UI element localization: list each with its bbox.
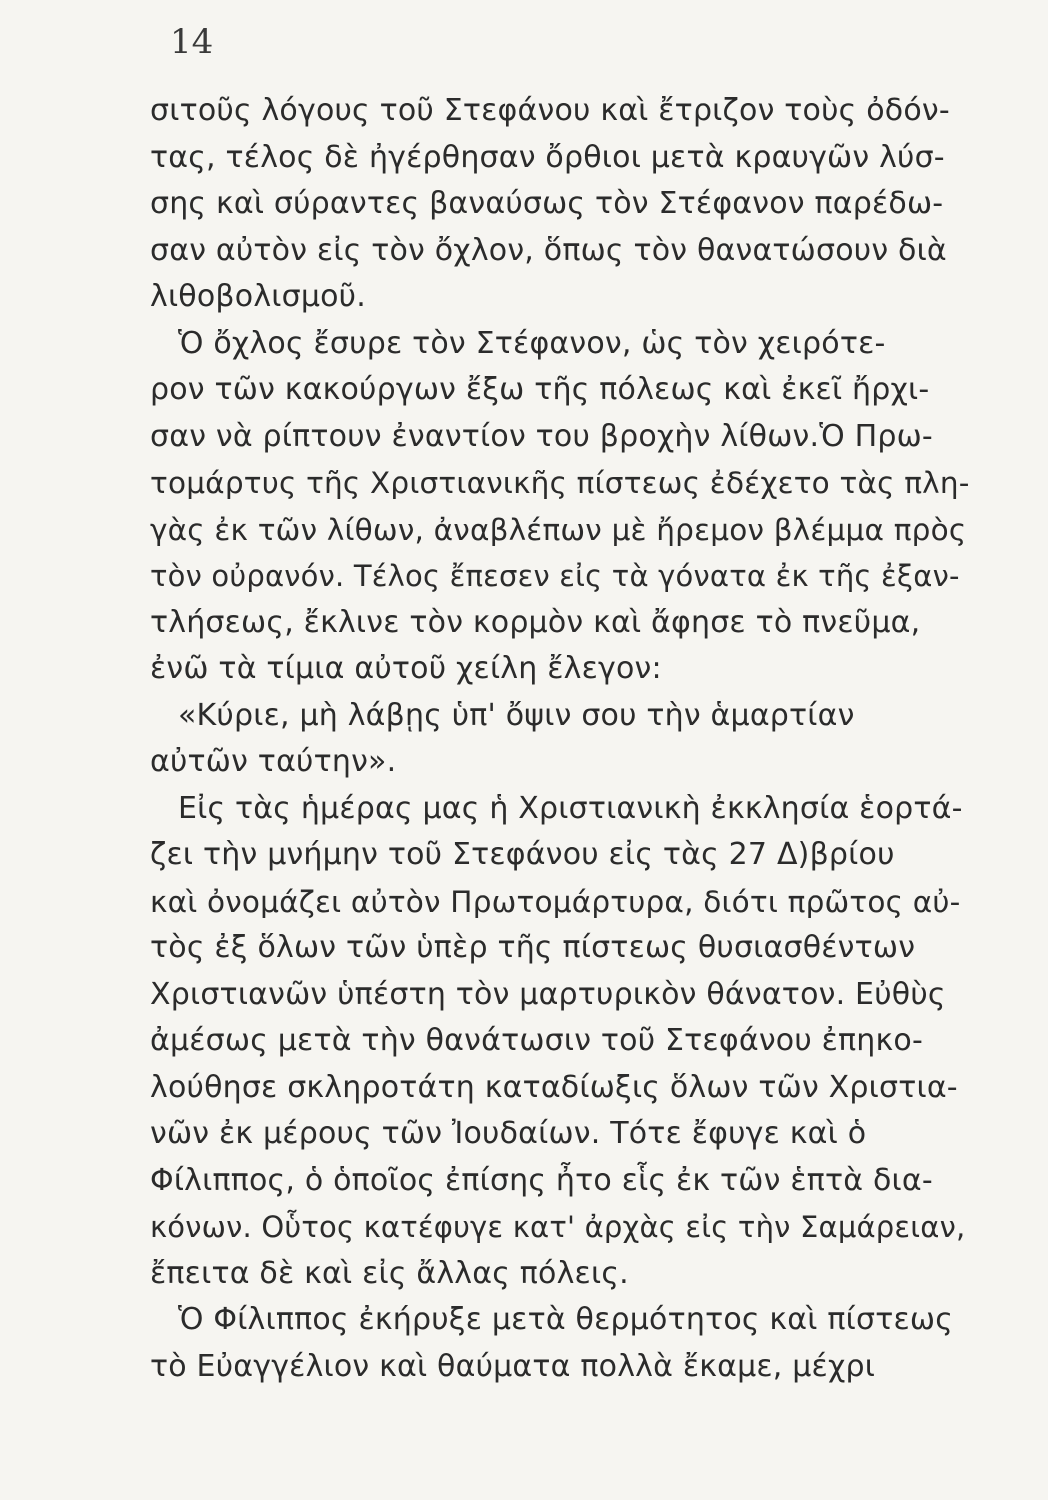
page-number: 14 (170, 22, 214, 62)
text-line: ἐνῶ τὰ τίμια αὐτοῦ χείλη ἔλεγον: (150, 651, 662, 686)
text-line: Ὁ Φίλιππος ἐκήρυξε μετὰ θερμότητος καὶ πίστεως (178, 1302, 954, 1337)
text-line: κόνων. Οὗτος κατέφυγε κατ' ἀρχὰς εἰς τὴν Σαμάρειαν, (150, 1210, 966, 1244)
body-text (150, 88, 970, 1390)
text-line: ζει τὴν μνήμην τοῦ Στεφάνου εἰς τὰς 27 Δ)βρίου (150, 837, 895, 872)
text-line: ἔπειτα δὲ καὶ εἰς ἄλλας πόλεις. (150, 1255, 629, 1291)
text-line: σαν νὰ ρίπτουν ἐναντίον του βροχὴν λίθων.Ὁ Πρω- (150, 418, 933, 454)
text-line: ρον τῶν κακούργων ἔξω τῆς πόλεως καὶ ἐκεῖ ἤρχι- (150, 372, 930, 407)
text-line: Εἰς τὰς ἡμέρας μας ἡ Χριστιανικὴ ἐκκλησία ἑορτά- (178, 790, 963, 826)
text-line: λιθοβολισμοῦ. (150, 279, 366, 314)
text-line: τὸς ἐξ ὅλων τῶν ὑπὲρ τῆς πίστεως θυσιασθέντων (150, 930, 916, 965)
text-line: τλήσεως, ἔκλινε τὸν κορμὸν καὶ ἄφησε τὸ πνεῦμα, (150, 604, 921, 640)
text-line: τομάρτυς τῆς Χριστιανικῆς πίστεως ἐδέχετο τὰς πλη- (150, 466, 970, 500)
text-line: τας, τέλος δὲ ἠγέρθησαν ὄρθιοι μετὰ κραυγῶν λύσ- (150, 139, 945, 175)
text-line: «Κύριε, μὴ λάβῃς ὑπ' ὄψιν σου τὴν ἁμαρτίαν (178, 697, 855, 733)
text-line: Φίλιππος, ὁ ὁποῖος ἐπίσης ἦτο εἷς ἐκ τῶν ἑπτὰ δια- (150, 1162, 933, 1198)
text-line: Χριστιανῶν ὑπέστη τὸν μαρτυρικὸν θάνατον. Εὐθὺς (150, 976, 946, 1012)
text-line: ἀμέσως μετὰ τὴν θανάτωσιν τοῦ Στεφάνου ἐπηκο- (150, 1023, 923, 1058)
text-line: τὸν οὐρανόν. Τέλος ἔπεσεν εἰς τὰ γόνατα ἐκ τῆς ἐξαν- (150, 559, 960, 593)
text-line: σιτοῦς λόγους τοῦ Στεφάνου καὶ ἔτριζον τοὺς ὀδόν- (150, 93, 950, 128)
text-line: νῶν ἐκ μέρους τῶν Ἰουδαίων. Τότε ἔφυγε καὶ ὁ (150, 1116, 867, 1151)
text-line: λούθησε σκληροτάτη καταδίωξις ὅλων τῶν Χριστια- (150, 1069, 958, 1105)
text-line: γὰς ἐκ τῶν λίθων, ἀναβλέπων μὲ ἤρεμον βλέμμα πρὸς (150, 512, 967, 547)
text-line: καὶ ὀνομάζει αὐτὸν Πρωτομάρτυρα, διότι πρῶτος αὐ- (150, 884, 961, 919)
text-line: αὐτῶν ταύτην». (150, 744, 397, 779)
text-line: τὸ Εὐαγγέλιον καὶ θαύματα πολλὰ ἔκαμε, μέχρι (150, 1348, 876, 1384)
text-line: Ὁ ὄχλος ἔσυρε τὸν Στέφανον, ὡς τὸν χειρότε- (178, 325, 886, 361)
text-line: σαν αὐτὸν εἰς τὸν ὄχλον, ὅπως τὸν θανατώσουν διὰ (150, 232, 947, 268)
text-line: σης καὶ σύραντες βαναύσως τὸν Στέφανον παρέδω- (150, 186, 944, 221)
